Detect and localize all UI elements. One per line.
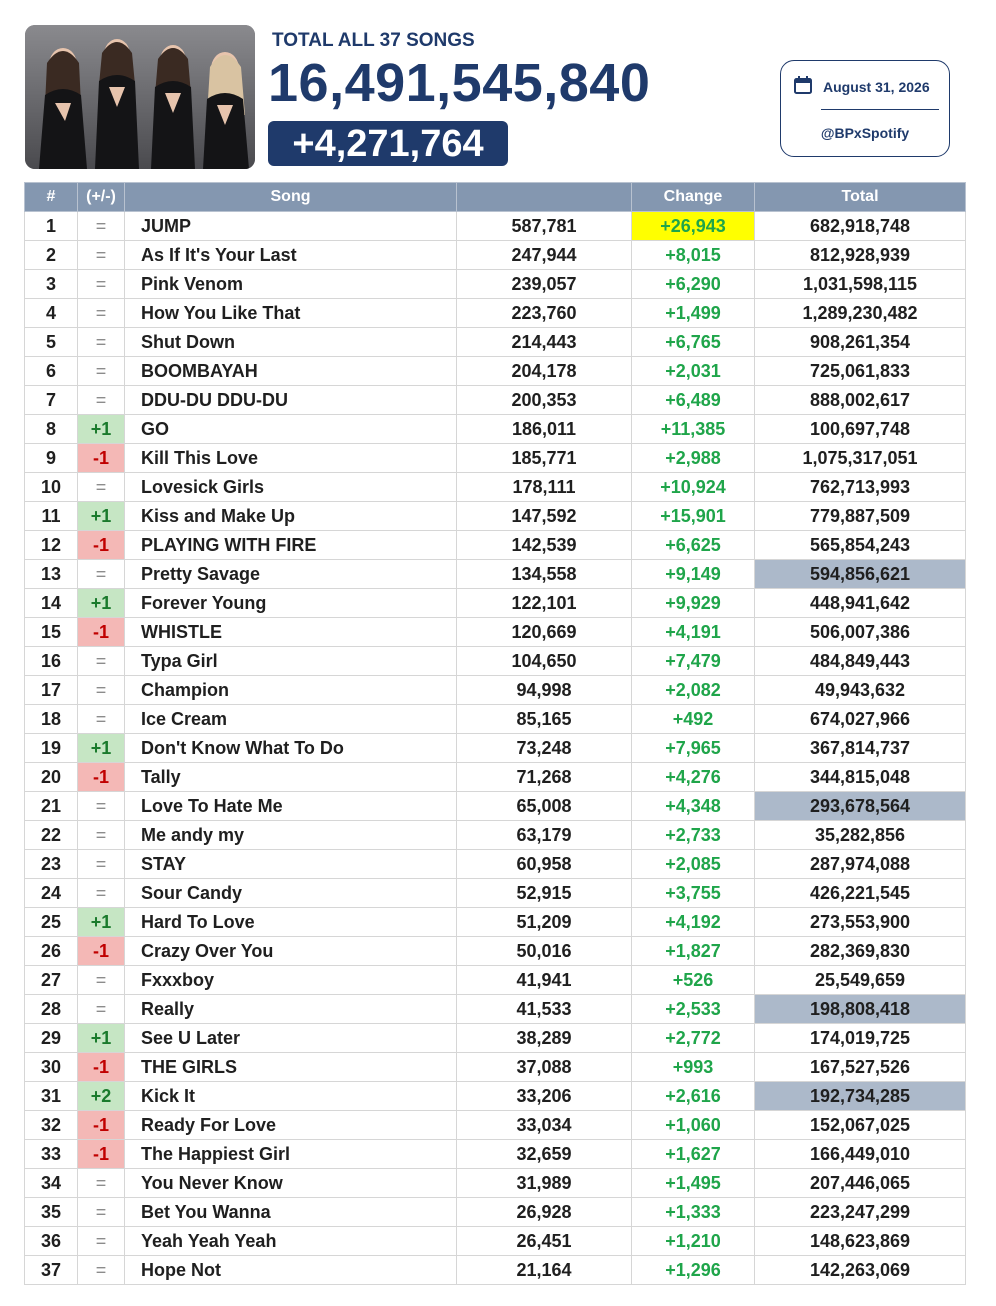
change-cell: +9,149	[632, 560, 755, 589]
song-title-cell: Yeah Yeah Yeah	[125, 1227, 457, 1256]
table-row	[25, 531, 966, 560]
table-row	[25, 995, 966, 1024]
total-streams-cell: 198,808,418	[755, 995, 966, 1024]
rank-cell: 18	[25, 705, 78, 734]
movement-cell: +2	[78, 1082, 125, 1111]
song-title-cell: See U Later	[125, 1024, 457, 1053]
movement-cell: =	[78, 705, 125, 734]
total-streams-cell: 25,549,659	[755, 966, 966, 995]
daily-streams-cell: 247,944	[457, 241, 632, 270]
header-movement: (+/-)	[78, 183, 125, 212]
table-row	[25, 386, 966, 415]
daily-streams-cell: 41,941	[457, 966, 632, 995]
song-title-cell: THE GIRLS	[125, 1053, 457, 1082]
rank-cell: 34	[25, 1169, 78, 1198]
table-row	[25, 850, 966, 879]
song-title-cell: JUMP	[125, 212, 457, 241]
movement-cell: +1	[78, 1024, 125, 1053]
table-body	[25, 212, 966, 1285]
table-row	[25, 1227, 966, 1256]
rank-cell: 21	[25, 792, 78, 821]
table-row	[25, 299, 966, 328]
change-cell: +2,988	[632, 444, 755, 473]
table-row	[25, 821, 966, 850]
total-streams-cell: 367,814,737	[755, 734, 966, 763]
change-cell: +1,060	[632, 1111, 755, 1140]
table-row	[25, 1053, 966, 1082]
daily-streams-cell: 147,592	[457, 502, 632, 531]
table-row	[25, 473, 966, 502]
total-streams-cell: 908,261,354	[755, 328, 966, 357]
song-title-cell: Shut Down	[125, 328, 457, 357]
change-cell: +4,348	[632, 792, 755, 821]
daily-streams-cell: 214,443	[457, 328, 632, 357]
rank-cell: 10	[25, 473, 78, 502]
change-cell: +4,192	[632, 908, 755, 937]
song-title-cell: Champion	[125, 676, 457, 705]
movement-cell: =	[78, 850, 125, 879]
daily-streams-cell: 41,533	[457, 995, 632, 1024]
movement-cell: -1	[78, 1053, 125, 1082]
grand-total-delta: +4,271,764	[268, 121, 508, 166]
song-title-cell: Pink Venom	[125, 270, 457, 299]
change-cell: +1,333	[632, 1198, 755, 1227]
total-streams-cell: 282,369,830	[755, 937, 966, 966]
table-row	[25, 589, 966, 618]
song-title-cell: Lovesick Girls	[125, 473, 457, 502]
change-cell: +2,533	[632, 995, 755, 1024]
calendar-icon	[793, 75, 813, 100]
change-cell: +1,210	[632, 1227, 755, 1256]
table-row	[25, 357, 966, 386]
change-cell: +526	[632, 966, 755, 995]
table-row	[25, 444, 966, 473]
movement-cell: =	[78, 270, 125, 299]
rank-cell: 1	[25, 212, 78, 241]
total-streams-cell: 594,856,621	[755, 560, 966, 589]
song-title-cell: Crazy Over You	[125, 937, 457, 966]
movement-cell: =	[78, 1169, 125, 1198]
rank-cell: 20	[25, 763, 78, 792]
total-streams-cell: 142,263,069	[755, 1256, 966, 1285]
change-cell: +1,495	[632, 1169, 755, 1198]
song-title-cell: Typa Girl	[125, 647, 457, 676]
change-cell: +7,965	[632, 734, 755, 763]
rank-cell: 25	[25, 908, 78, 937]
movement-cell: =	[78, 328, 125, 357]
total-streams-cell: 682,918,748	[755, 212, 966, 241]
daily-streams-cell: 200,353	[457, 386, 632, 415]
change-cell: +1,827	[632, 937, 755, 966]
movement-cell: =	[78, 1256, 125, 1285]
song-title-cell: STAY	[125, 850, 457, 879]
change-cell: +10,924	[632, 473, 755, 502]
songs-table	[24, 182, 966, 1285]
daily-streams-cell: 37,088	[457, 1053, 632, 1082]
change-cell: +993	[632, 1053, 755, 1082]
movement-cell: -1	[78, 1111, 125, 1140]
rank-cell: 23	[25, 850, 78, 879]
song-title-cell: Fxxxboy	[125, 966, 457, 995]
change-cell: +1,296	[632, 1256, 755, 1285]
song-title-cell: Hope Not	[125, 1256, 457, 1285]
movement-cell: =	[78, 879, 125, 908]
change-cell: +6,625	[632, 531, 755, 560]
daily-streams-cell: 120,669	[457, 618, 632, 647]
rank-cell: 8	[25, 415, 78, 444]
header-song: Song	[125, 183, 457, 212]
daily-streams-cell: 104,650	[457, 647, 632, 676]
daily-streams-cell: 134,558	[457, 560, 632, 589]
rank-cell: 15	[25, 618, 78, 647]
rank-cell: 31	[25, 1082, 78, 1111]
rank-cell: 37	[25, 1256, 78, 1285]
movement-cell: =	[78, 560, 125, 589]
song-title-cell: Kill This Love	[125, 444, 457, 473]
movement-cell: -1	[78, 444, 125, 473]
rank-cell: 14	[25, 589, 78, 618]
total-streams-cell: 725,061,833	[755, 357, 966, 386]
change-cell: +6,489	[632, 386, 755, 415]
table-row	[25, 1140, 966, 1169]
daily-streams-cell: 587,781	[457, 212, 632, 241]
song-title-cell: Pretty Savage	[125, 560, 457, 589]
total-streams-cell: 674,027,966	[755, 705, 966, 734]
movement-cell: =	[78, 473, 125, 502]
rank-cell: 6	[25, 357, 78, 386]
table-row	[25, 1198, 966, 1227]
total-streams-cell: 293,678,564	[755, 792, 966, 821]
movement-cell: +1	[78, 734, 125, 763]
song-title-cell: Don't Know What To Do	[125, 734, 457, 763]
table-row	[25, 502, 966, 531]
song-title-cell: Sour Candy	[125, 879, 457, 908]
total-streams-cell: 166,449,010	[755, 1140, 966, 1169]
grand-total: 16,491,545,840	[268, 53, 651, 113]
movement-cell: =	[78, 995, 125, 1024]
total-streams-cell: 762,713,993	[755, 473, 966, 502]
daily-streams-cell: 71,268	[457, 763, 632, 792]
rank-cell: 32	[25, 1111, 78, 1140]
date-label: August 31, 2026	[823, 79, 930, 95]
table-row	[25, 415, 966, 444]
daily-streams-cell: 63,179	[457, 821, 632, 850]
song-title-cell: You Never Know	[125, 1169, 457, 1198]
song-title-cell: Kick It	[125, 1082, 457, 1111]
daily-streams-cell: 33,206	[457, 1082, 632, 1111]
song-title-cell: Ready For Love	[125, 1111, 457, 1140]
table-row	[25, 328, 966, 357]
change-cell: +1,499	[632, 299, 755, 328]
movement-cell: +1	[78, 908, 125, 937]
total-streams-cell: 100,697,748	[755, 415, 966, 444]
total-streams-cell: 1,031,598,115	[755, 270, 966, 299]
movement-cell: +1	[78, 502, 125, 531]
daily-streams-cell: 239,057	[457, 270, 632, 299]
rank-cell: 36	[25, 1227, 78, 1256]
rank-cell: 22	[25, 821, 78, 850]
header-rank: #	[25, 183, 78, 212]
daily-streams-cell: 178,111	[457, 473, 632, 502]
daily-streams-cell: 26,928	[457, 1198, 632, 1227]
song-title-cell: BOOMBAYAH	[125, 357, 457, 386]
change-cell: +2,031	[632, 357, 755, 386]
daily-streams-cell: 33,034	[457, 1111, 632, 1140]
table-row	[25, 560, 966, 589]
movement-cell: =	[78, 821, 125, 850]
total-streams-cell: 167,527,526	[755, 1053, 966, 1082]
daily-streams-cell: 122,101	[457, 589, 632, 618]
rank-cell: 7	[25, 386, 78, 415]
total-streams-cell: 779,887,509	[755, 502, 966, 531]
table-row	[25, 908, 966, 937]
change-cell: +7,479	[632, 647, 755, 676]
account-handle: @BPxSpotify	[820, 125, 910, 141]
total-streams-cell: 344,815,048	[755, 763, 966, 792]
table-row	[25, 1111, 966, 1140]
daily-streams-cell: 185,771	[457, 444, 632, 473]
movement-cell: =	[78, 792, 125, 821]
rank-cell: 26	[25, 937, 78, 966]
date-divider	[821, 109, 939, 110]
change-cell: +6,290	[632, 270, 755, 299]
table-row	[25, 270, 966, 299]
change-cell: +1,627	[632, 1140, 755, 1169]
change-cell: +4,191	[632, 618, 755, 647]
daily-streams-cell: 60,958	[457, 850, 632, 879]
movement-cell: =	[78, 1227, 125, 1256]
header-change: Change	[632, 183, 755, 212]
change-cell: +6,765	[632, 328, 755, 357]
movement-cell: =	[78, 357, 125, 386]
song-title-cell: Tally	[125, 763, 457, 792]
table-header-row	[25, 183, 966, 212]
rank-cell: 2	[25, 241, 78, 270]
movement-cell: -1	[78, 618, 125, 647]
total-streams-cell: 426,221,545	[755, 879, 966, 908]
song-title-cell: The Happiest Girl	[125, 1140, 457, 1169]
daily-streams-cell: 186,011	[457, 415, 632, 444]
daily-streams-cell: 38,289	[457, 1024, 632, 1053]
total-streams-cell: 565,854,243	[755, 531, 966, 560]
rank-cell: 27	[25, 966, 78, 995]
song-title-cell: As If It's Your Last	[125, 241, 457, 270]
total-streams-cell: 812,928,939	[755, 241, 966, 270]
total-streams-cell: 152,067,025	[755, 1111, 966, 1140]
date-card	[780, 60, 950, 157]
song-title-cell: WHISTLE	[125, 618, 457, 647]
change-cell: +2,616	[632, 1082, 755, 1111]
change-cell: +8,015	[632, 241, 755, 270]
total-streams-cell: 223,247,299	[755, 1198, 966, 1227]
table-row	[25, 966, 966, 995]
rank-cell: 5	[25, 328, 78, 357]
table-row	[25, 879, 966, 908]
daily-streams-cell: 94,998	[457, 676, 632, 705]
song-title-cell: Ice Cream	[125, 705, 457, 734]
song-title-cell: Hard To Love	[125, 908, 457, 937]
rank-cell: 12	[25, 531, 78, 560]
total-streams-cell: 484,849,443	[755, 647, 966, 676]
movement-cell: +1	[78, 415, 125, 444]
rank-cell: 13	[25, 560, 78, 589]
movement-cell: -1	[78, 937, 125, 966]
song-title-cell: Bet You Wanna	[125, 1198, 457, 1227]
rank-cell: 3	[25, 270, 78, 299]
rank-cell: 28	[25, 995, 78, 1024]
total-streams-cell: 273,553,900	[755, 908, 966, 937]
table-row	[25, 212, 966, 241]
movement-cell: =	[78, 647, 125, 676]
movement-cell: =	[78, 299, 125, 328]
movement-cell: =	[78, 676, 125, 705]
total-streams-cell: 448,941,642	[755, 589, 966, 618]
table-row	[25, 763, 966, 792]
song-title-cell: DDU-DU DDU-DU	[125, 386, 457, 415]
daily-streams-cell: 223,760	[457, 299, 632, 328]
change-cell: +26,943	[632, 212, 755, 241]
total-streams-cell: 35,282,856	[755, 821, 966, 850]
total-streams-cell: 506,007,386	[755, 618, 966, 647]
total-streams-cell: 287,974,088	[755, 850, 966, 879]
song-title-cell: How You Like That	[125, 299, 457, 328]
total-streams-cell: 49,943,632	[755, 676, 966, 705]
daily-streams-cell: 50,016	[457, 937, 632, 966]
subtitle: TOTAL ALL 37 SONGS	[272, 30, 475, 51]
change-cell: +15,901	[632, 502, 755, 531]
daily-streams-cell: 73,248	[457, 734, 632, 763]
group-photo	[25, 25, 255, 169]
movement-cell: =	[78, 966, 125, 995]
daily-streams-cell: 85,165	[457, 705, 632, 734]
rank-cell: 4	[25, 299, 78, 328]
rank-cell: 11	[25, 502, 78, 531]
daily-streams-cell: 26,451	[457, 1227, 632, 1256]
change-cell: +3,755	[632, 879, 755, 908]
total-streams-cell: 1,289,230,482	[755, 299, 966, 328]
movement-cell: =	[78, 386, 125, 415]
total-streams-cell: 207,446,065	[755, 1169, 966, 1198]
table-row	[25, 241, 966, 270]
change-cell: +2,082	[632, 676, 755, 705]
table-row	[25, 1024, 966, 1053]
header-daily	[457, 183, 632, 212]
total-streams-cell: 174,019,725	[755, 1024, 966, 1053]
total-streams-cell: 888,002,617	[755, 386, 966, 415]
header-total: Total	[755, 183, 966, 212]
song-title-cell: Love To Hate Me	[125, 792, 457, 821]
daily-streams-cell: 31,989	[457, 1169, 632, 1198]
change-cell: +11,385	[632, 415, 755, 444]
song-title-cell: Kiss and Make Up	[125, 502, 457, 531]
rank-cell: 9	[25, 444, 78, 473]
table-row	[25, 647, 966, 676]
change-cell: +2,772	[632, 1024, 755, 1053]
daily-streams-cell: 142,539	[457, 531, 632, 560]
table-row	[25, 937, 966, 966]
table-row	[25, 705, 966, 734]
rank-cell: 29	[25, 1024, 78, 1053]
table-row	[25, 618, 966, 647]
daily-streams-cell: 32,659	[457, 1140, 632, 1169]
song-title-cell: Me andy my	[125, 821, 457, 850]
total-streams-cell: 1,075,317,051	[755, 444, 966, 473]
song-title-cell: Really	[125, 995, 457, 1024]
total-streams-cell: 148,623,869	[755, 1227, 966, 1256]
rank-cell: 30	[25, 1053, 78, 1082]
movement-cell: -1	[78, 1140, 125, 1169]
change-cell: +492	[632, 705, 755, 734]
daily-streams-cell: 51,209	[457, 908, 632, 937]
daily-streams-cell: 52,915	[457, 879, 632, 908]
table-row	[25, 792, 966, 821]
movement-cell: =	[78, 1198, 125, 1227]
rank-cell: 35	[25, 1198, 78, 1227]
change-cell: +4,276	[632, 763, 755, 792]
daily-streams-cell: 21,164	[457, 1256, 632, 1285]
movement-cell: +1	[78, 589, 125, 618]
song-title-cell: Forever Young	[125, 589, 457, 618]
song-title-cell: GO	[125, 415, 457, 444]
rank-cell: 16	[25, 647, 78, 676]
table-row	[25, 1256, 966, 1285]
table-row	[25, 1082, 966, 1111]
song-title-cell: PLAYING WITH FIRE	[125, 531, 457, 560]
daily-streams-cell: 204,178	[457, 357, 632, 386]
rank-cell: 24	[25, 879, 78, 908]
change-cell: +2,733	[632, 821, 755, 850]
change-cell: +9,929	[632, 589, 755, 618]
table-row	[25, 676, 966, 705]
rank-cell: 19	[25, 734, 78, 763]
table-row	[25, 734, 966, 763]
total-streams-cell: 192,734,285	[755, 1082, 966, 1111]
movement-cell: =	[78, 241, 125, 270]
movement-cell: =	[78, 212, 125, 241]
table-row	[25, 1169, 966, 1198]
movement-cell: -1	[78, 763, 125, 792]
rank-cell: 17	[25, 676, 78, 705]
rank-cell: 33	[25, 1140, 78, 1169]
movement-cell: -1	[78, 531, 125, 560]
change-cell: +2,085	[632, 850, 755, 879]
daily-streams-cell: 65,008	[457, 792, 632, 821]
